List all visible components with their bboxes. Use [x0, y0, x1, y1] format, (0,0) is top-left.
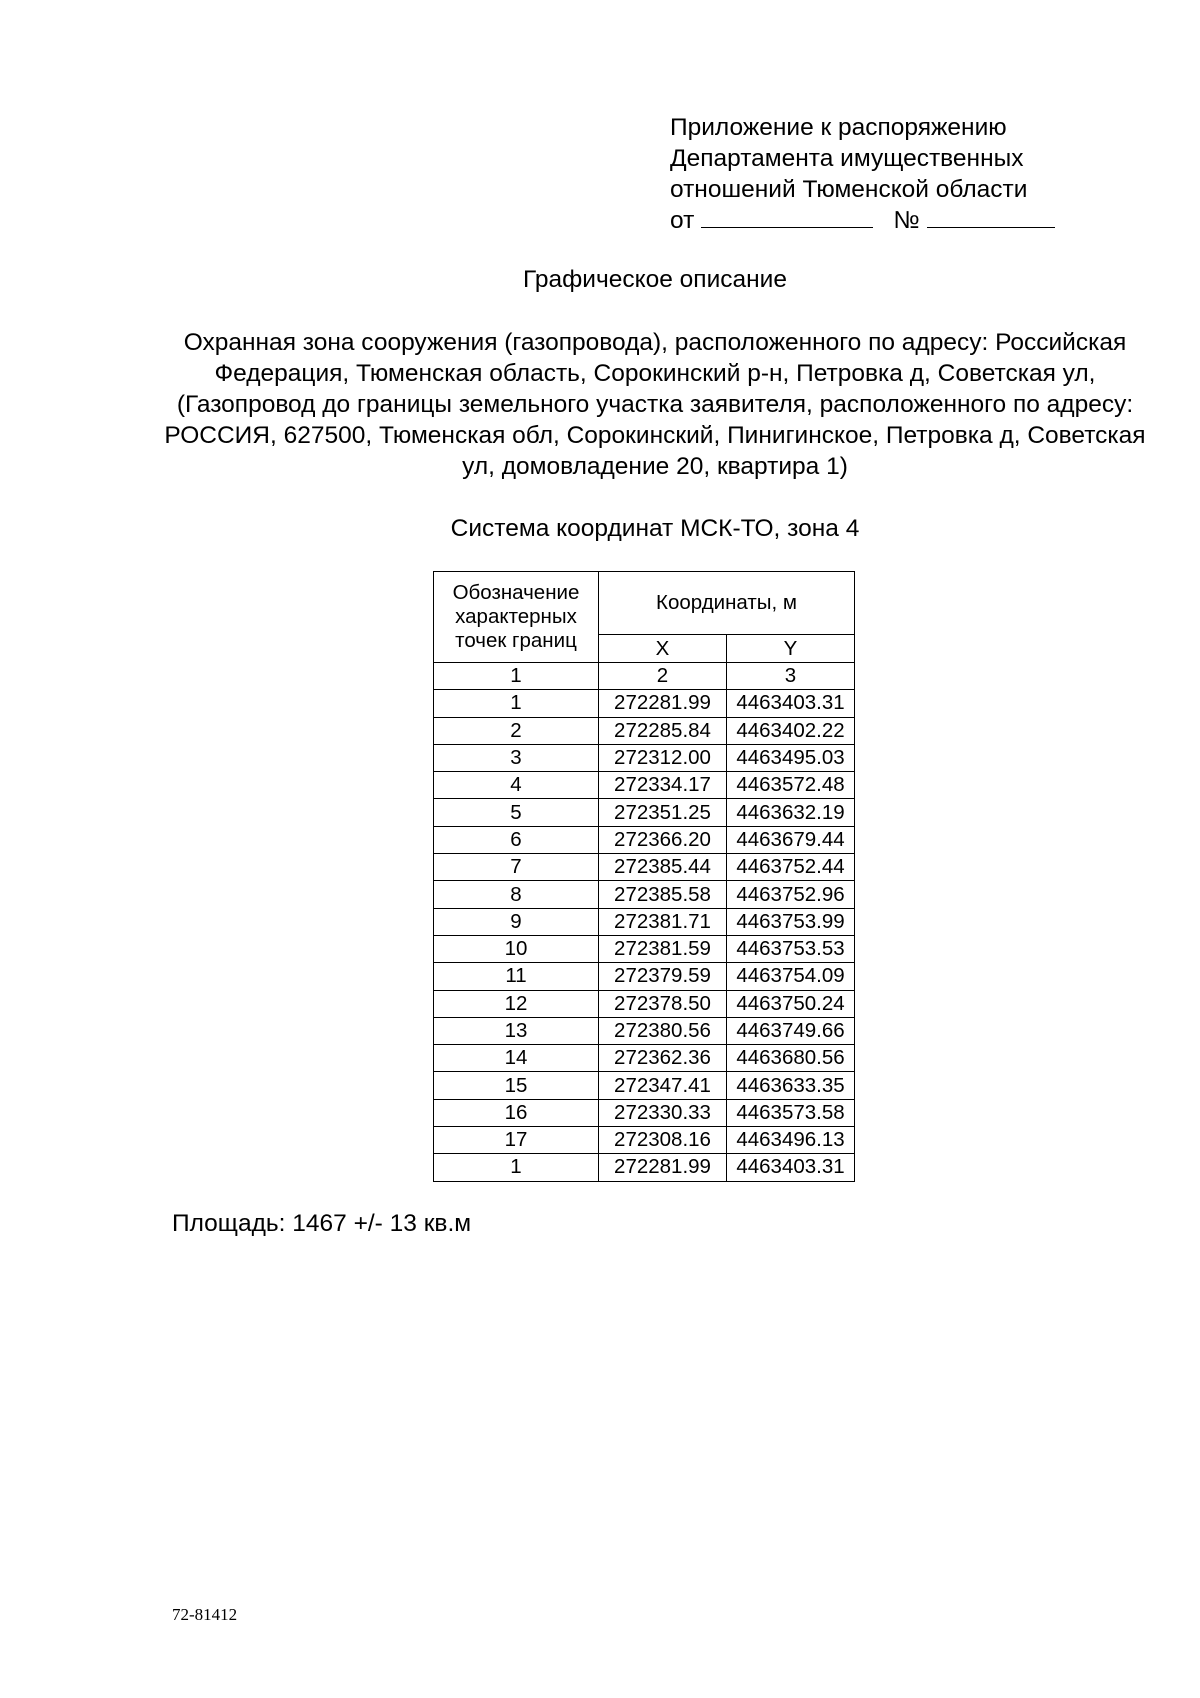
- point-number-cell: 16: [434, 1099, 599, 1126]
- y-coordinate-cell: 4463403.31: [727, 1154, 855, 1181]
- y-coordinate-cell: 4463752.96: [727, 881, 855, 908]
- y-coordinate-cell: 4463680.56: [727, 1045, 855, 1072]
- document-title: Графическое описание: [523, 266, 787, 293]
- x-coordinate-cell: 272385.44: [599, 854, 727, 881]
- point-number-cell: 1: [434, 690, 599, 717]
- y-coordinate-cell: 4463752.44: [727, 854, 855, 881]
- table-row: [434, 908, 855, 935]
- coordinates-table: [433, 571, 855, 1182]
- y-coordinate-cell: 4463573.58: [727, 1099, 855, 1126]
- appendix-line-2: Департамента имущественных: [670, 145, 1024, 172]
- table-row: [434, 1017, 855, 1044]
- point-number-cell: 4: [434, 772, 599, 799]
- y-coordinate-cell: 4463753.99: [727, 908, 855, 935]
- x-coordinate-cell: 272334.17: [599, 772, 727, 799]
- table-row: [434, 963, 855, 990]
- number-blank: [927, 205, 1055, 228]
- point-number-cell: 3: [434, 744, 599, 771]
- table-row: [434, 990, 855, 1017]
- x-coordinate-cell: 272381.71: [599, 908, 727, 935]
- table-row: [434, 1072, 855, 1099]
- point-number-cell: 10: [434, 935, 599, 962]
- date-blank: [701, 205, 873, 228]
- x-coordinate-cell: 272379.59: [599, 963, 727, 990]
- x-coordinate-cell: 272308.16: [599, 1127, 727, 1154]
- col-number-2: 2: [599, 663, 727, 690]
- col-number-1: 1: [434, 663, 599, 690]
- y-coordinate-cell: 4463753.53: [727, 935, 855, 962]
- point-number-cell: 6: [434, 826, 599, 853]
- point-number-cell: 8: [434, 881, 599, 908]
- table-row: [434, 717, 855, 744]
- y-coordinate-cell: 4463632.19: [727, 799, 855, 826]
- date-prefix: от: [670, 207, 695, 234]
- point-number-cell: 5: [434, 799, 599, 826]
- point-number-cell: 1: [434, 1154, 599, 1181]
- y-coordinate-cell: 4463749.66: [727, 1017, 855, 1044]
- point-number-cell: 12: [434, 990, 599, 1017]
- x-coordinate-cell: 272281.99: [599, 1154, 727, 1181]
- point-number-cell: 7: [434, 854, 599, 881]
- x-coordinate-cell: 272362.36: [599, 1045, 727, 1072]
- appendix-line-1: Приложение к распоряжению: [670, 114, 1007, 141]
- coordinate-system: Система координат МСК-ТО, зона 4: [450, 515, 860, 542]
- y-coordinate-cell: 4463403.31: [727, 690, 855, 717]
- table-row: [434, 1099, 855, 1126]
- table-row: [434, 772, 855, 799]
- table-row: [434, 690, 855, 717]
- x-coordinate-cell: 272381.59: [599, 935, 727, 962]
- table-row: [434, 1154, 855, 1181]
- x-coordinate-cell: 272330.33: [599, 1099, 727, 1126]
- table-row: [434, 799, 855, 826]
- header-x: X: [599, 635, 727, 663]
- area-text: Площадь: 1467 +/- 13 кв.м: [172, 1210, 472, 1237]
- table-row: [434, 881, 855, 908]
- footer-code: 72-81412: [172, 1605, 238, 1624]
- number-sign: №: [893, 207, 920, 234]
- point-number-cell: 9: [434, 908, 599, 935]
- point-number-cell: 17: [434, 1127, 599, 1154]
- y-coordinate-cell: 4463572.48: [727, 772, 855, 799]
- table-row: [434, 744, 855, 771]
- x-coordinate-cell: 272312.00: [599, 744, 727, 771]
- x-coordinate-cell: 272366.20: [599, 826, 727, 853]
- point-number-cell: 2: [434, 717, 599, 744]
- header-points: [434, 572, 599, 663]
- table-row: [434, 854, 855, 881]
- header-coords: Координаты, м: [599, 572, 855, 635]
- y-coordinate-cell: 4463402.22: [727, 717, 855, 744]
- table-row: [434, 1045, 855, 1072]
- x-coordinate-cell: 272281.99: [599, 690, 727, 717]
- y-coordinate-cell: 4463633.35: [727, 1072, 855, 1099]
- zone-description: Охранная зона сооружения (газопровода), расположенного по адресу: Российская Федерация, Тюменская область, Сорокинский р-н, Петровка д, Советская ул, (Газопровод до границы земельного участка заявителя, расположенного по адресу: РОССИЯ, 627500, Тюменская обл, Сорокинский, Пинигинское, Петровка д, Советская ул, домовладение 20, квартира 1): [164, 329, 1146, 480]
- appendix-date-line: [670, 205, 1055, 236]
- y-coordinate-cell: 4463750.24: [727, 990, 855, 1017]
- y-coordinate-cell: 4463754.09: [727, 963, 855, 990]
- table-row: [434, 826, 855, 853]
- appendix-block: [670, 112, 1055, 236]
- x-coordinate-cell: 272385.58: [599, 881, 727, 908]
- point-number-cell: 14: [434, 1045, 599, 1072]
- x-coordinate-cell: 272285.84: [599, 717, 727, 744]
- appendix-line-3: отношений Тюменской области: [670, 176, 1028, 203]
- x-coordinate-cell: 272347.41: [599, 1072, 727, 1099]
- table-row: [434, 1127, 855, 1154]
- y-coordinate-cell: 4463495.03: [727, 744, 855, 771]
- x-coordinate-cell: 272351.25: [599, 799, 727, 826]
- point-number-cell: 11: [434, 963, 599, 990]
- header-y: Y: [727, 635, 855, 663]
- table-header-row: [434, 572, 855, 635]
- y-coordinate-cell: 4463679.44: [727, 826, 855, 853]
- header-points-text: Обозначение характерных точек границ: [452, 581, 580, 652]
- y-coordinate-cell: 4463496.13: [727, 1127, 855, 1154]
- table-row: [434, 935, 855, 962]
- x-coordinate-cell: 272378.50: [599, 990, 727, 1017]
- point-number-cell: 15: [434, 1072, 599, 1099]
- table-column-numbers-row: [434, 663, 855, 690]
- col-number-3: 3: [727, 663, 855, 690]
- x-coordinate-cell: 272380.56: [599, 1017, 727, 1044]
- point-number-cell: 13: [434, 1017, 599, 1044]
